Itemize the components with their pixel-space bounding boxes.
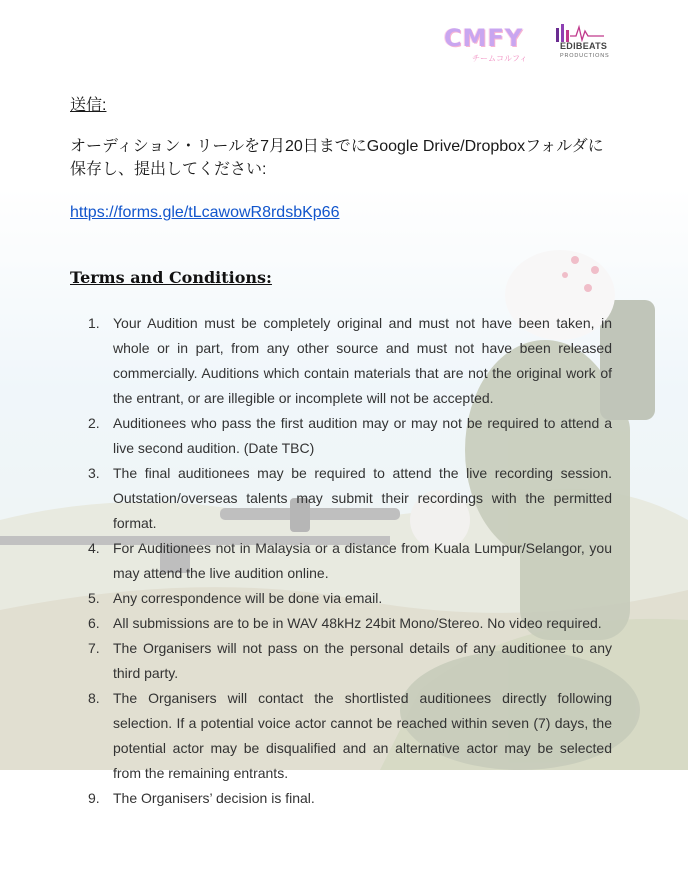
terms-item [88,311,612,411]
submission-instructions: オーディション・リールを7月20日までにGoogle Drive/Dropboxフォルダに保存し、提出してください: [70,138,604,178]
terms-item-text: The Organisers will not pass on the personal details of any auditionee to any third party. [113,640,612,681]
edibeats-logo-subtitle: PRODUCTIONS [560,53,610,59]
comfy-logo [444,22,536,64]
terms-heading: Terms and Conditions: [70,268,272,287]
edibeats-logo [554,22,610,64]
terms-item [88,611,612,636]
terms-item [88,411,612,461]
terms-item-text: The Organisers’ decision is final. [113,790,315,806]
terms-item-text: For Auditionees not in Malaysia or a distance from Kuala Lumpur/Selangor, you may attend the live audition online. [113,540,612,581]
terms-item [88,461,612,536]
submission-form-link[interactable]: https://forms.gle/tLcawowR8rdsbKp66 [70,204,340,221]
edibeats-waveform-icon [556,24,606,42]
terms-item-number: 5. [88,590,100,606]
comfy-logo-subtitle: チームコルフィ [472,54,528,63]
terms-item [88,586,612,611]
terms-item-number: 2. [88,415,100,431]
terms-item [88,536,612,586]
terms-item-number: 1. [88,315,100,331]
terms-item-number: 3. [88,465,100,481]
terms-item-text: The Organisers will contact the shortlisted auditionees directly following selection. If a potential voice actor cannot be reached within seven (7) days, the potential actor may be disqualified and an alternative actor may be selected from the remaining entrants. [113,690,612,781]
terms-item-number: 9. [88,790,100,806]
edibeats-logo-text: EDIBEATS [560,41,608,51]
terms-item-number: 7. [88,640,100,656]
terms-item-number: 8. [88,690,100,706]
terms-item [88,786,612,811]
terms-item-text: Auditionees who pass the first audition may or may not be required to attend a live second audition. (Date TBC) [113,415,612,456]
terms-item-number: 6. [88,615,100,631]
terms-item-text: All submissions are to be in WAV 48kHz 24bit Mono/Stereo. No video required. [113,615,602,631]
terms-list [88,311,612,811]
submission-heading: 送信: [70,97,107,114]
terms-item-text: Your Audition must be completely original and must not have been taken, in whole or in part, from any other source and must not have been released commercially. Auditions which contain materials that are not the original work of the entrant, or are illegible or incomplete will not be accepted. [113,315,612,406]
terms-item-text: Any correspondence will be done via email. [113,590,383,606]
terms-item [88,636,612,686]
terms-item-text: The final auditionees may be required to attend the live recording session. Outstation/overseas talents may submit their recordings with the permitted format. [113,465,612,531]
terms-item [88,686,612,786]
header-logos [444,22,610,64]
comfy-logo-text: CMFY [444,24,524,52]
terms-item-number: 4. [88,540,100,556]
